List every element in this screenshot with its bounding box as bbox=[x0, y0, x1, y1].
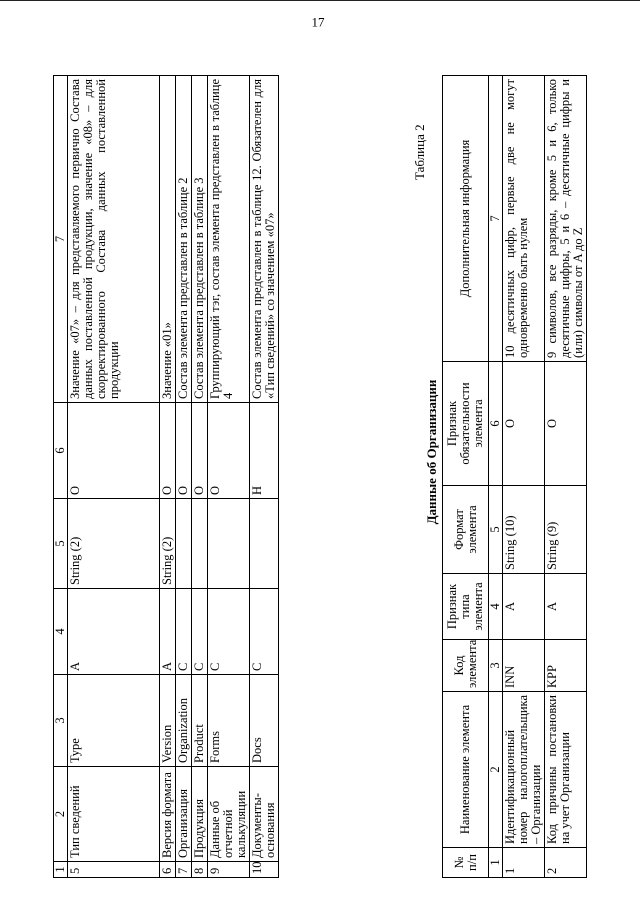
element-format bbox=[192, 499, 208, 589]
element-code: Product bbox=[192, 675, 208, 767]
element-type-sign: А bbox=[545, 574, 587, 640]
element-required-sign: О bbox=[208, 403, 250, 499]
column-header: Код элемента bbox=[443, 640, 489, 692]
column-header: Признак типа элемента bbox=[443, 574, 489, 640]
element-format: String (10) bbox=[503, 486, 545, 574]
row-number: 5 bbox=[68, 862, 160, 878]
table-label: Таблица 2 bbox=[412, 124, 427, 180]
page-number: 17 bbox=[311, 14, 325, 30]
column-number-row bbox=[54, 76, 68, 878]
element-code: Type bbox=[68, 675, 160, 767]
table-row bbox=[545, 76, 587, 878]
row-number: 6 bbox=[160, 862, 176, 878]
row-number: 1 bbox=[503, 848, 545, 878]
column-number: 3 bbox=[489, 640, 503, 692]
element-format: String (2) bbox=[160, 499, 176, 589]
table-row bbox=[176, 76, 192, 878]
element-format bbox=[250, 499, 279, 589]
element-required-sign: О bbox=[160, 403, 176, 499]
row-number: 10 bbox=[250, 862, 279, 878]
additional-info: Группирующий тэг, состав элемента представлен в таблице 4 bbox=[208, 76, 250, 403]
additional-info: 10 десятичных цифр, первые две не могут одновременно быть нулем bbox=[503, 76, 545, 362]
elements-table-continued bbox=[53, 75, 279, 878]
row-number: 8 bbox=[192, 862, 208, 878]
table-title: Данные об Организации bbox=[424, 379, 439, 525]
table-row bbox=[192, 76, 208, 878]
additional-info: Значение «01» bbox=[160, 76, 176, 403]
table-row bbox=[503, 76, 545, 878]
element-type-sign: А bbox=[160, 589, 176, 675]
table-row bbox=[250, 76, 279, 878]
additional-info: Состав элемента представлен в таблице 12. Обязателен для «Тип сведений» со значением «07» bbox=[250, 76, 279, 403]
element-name: Документы-основания bbox=[250, 767, 279, 862]
row-number: 9 bbox=[208, 862, 250, 878]
rotated-page-content bbox=[20, 12, 620, 892]
table-row bbox=[160, 76, 176, 878]
column-number: 5 bbox=[489, 486, 503, 574]
column-number: 4 bbox=[54, 589, 68, 675]
column-number: 7 bbox=[54, 76, 68, 403]
element-code: KPP bbox=[545, 640, 587, 692]
table-row bbox=[208, 76, 250, 878]
element-format: String (2) bbox=[68, 499, 160, 589]
additional-info: Состав элемента представлен в таблице 2 bbox=[176, 76, 192, 403]
row-number: 7 bbox=[176, 862, 192, 878]
column-header: Признак обязательности элемента bbox=[443, 362, 489, 486]
element-type-sign: С bbox=[208, 589, 250, 675]
element-name: Идентификационный номер налогоплательщика – Организации bbox=[503, 692, 545, 848]
element-code: Organization bbox=[176, 675, 192, 767]
top-rule bbox=[0, 0, 640, 1]
element-format bbox=[208, 499, 250, 589]
element-type-sign: А bbox=[68, 589, 160, 675]
column-number: 6 bbox=[54, 403, 68, 499]
element-format bbox=[176, 499, 192, 589]
column-number: 1 bbox=[489, 848, 503, 878]
element-required-sign: О bbox=[176, 403, 192, 499]
column-number: 1 bbox=[54, 862, 68, 878]
element-required-sign: О bbox=[545, 362, 587, 486]
element-name: Тип сведений bbox=[68, 767, 160, 862]
column-number: 2 bbox=[54, 767, 68, 862]
element-type-sign: А bbox=[503, 574, 545, 640]
element-type-sign: С bbox=[176, 589, 192, 675]
element-type-sign: С bbox=[250, 589, 279, 675]
element-format: String (9) bbox=[545, 486, 587, 574]
column-header: Наименование элемента bbox=[443, 692, 489, 848]
element-required-sign: Н bbox=[250, 403, 279, 499]
column-number: 7 bbox=[489, 76, 503, 362]
element-name: Продукция bbox=[192, 767, 208, 862]
column-number: 3 bbox=[54, 675, 68, 767]
additional-info: Значение «07» – для представляемого первично Состава данных поставленной продукции, значение «08» – для скорректированного Состава данных поставленной продукции bbox=[68, 76, 160, 403]
column-number: 5 bbox=[54, 499, 68, 589]
element-code: INN bbox=[503, 640, 545, 692]
column-number: 6 bbox=[489, 362, 503, 486]
column-header: Формат элемента bbox=[443, 486, 489, 574]
element-code: Docs bbox=[250, 675, 279, 767]
column-number: 4 bbox=[489, 574, 503, 640]
element-name: Данные об отчетной калькуляции bbox=[208, 767, 250, 862]
row-number: 2 bbox=[545, 848, 587, 878]
element-name: Код причины постановки на учет Организации bbox=[545, 692, 587, 848]
organization-data-table bbox=[442, 75, 587, 878]
column-number: 2 bbox=[489, 692, 503, 848]
column-header: № п/п bbox=[443, 848, 489, 878]
additional-info: Состав элемента представлен в таблице 3 bbox=[192, 76, 208, 403]
element-required-sign: О bbox=[503, 362, 545, 486]
table-row bbox=[68, 76, 160, 878]
element-code: Forms bbox=[208, 675, 250, 767]
column-number-row bbox=[489, 76, 503, 878]
column-header: Дополнительная информация bbox=[443, 76, 489, 362]
element-type-sign: С bbox=[192, 589, 208, 675]
element-name: Организация bbox=[176, 767, 192, 862]
additional-info: 9 символов, все разряды, кроме 5 и 6, только десятичные цифры, 5 и 6 – десятичные цифры и (или) символы от A до Z bbox=[545, 76, 587, 362]
element-code: Version bbox=[160, 675, 176, 767]
element-required-sign: О bbox=[192, 403, 208, 499]
element-name: Версия формата bbox=[160, 767, 176, 862]
header-row bbox=[443, 76, 489, 878]
element-required-sign: О bbox=[68, 403, 160, 499]
